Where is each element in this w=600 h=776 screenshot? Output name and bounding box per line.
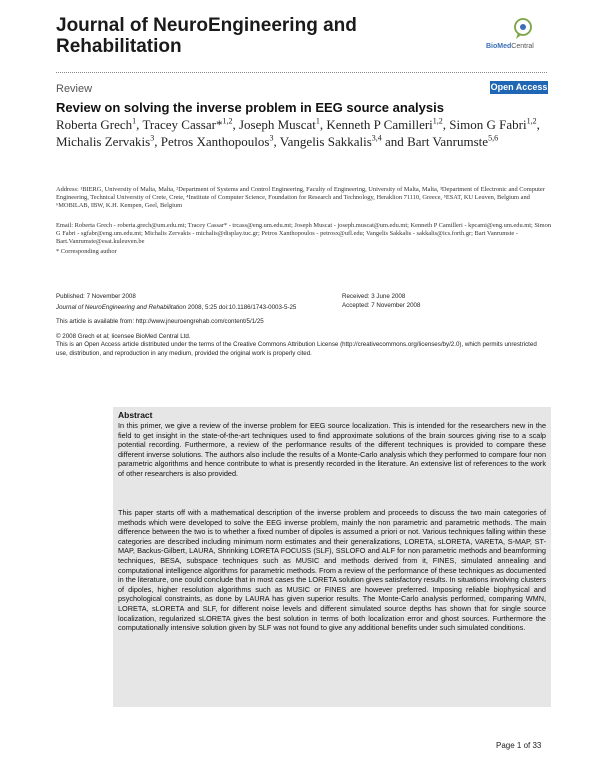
author-name: Joseph Muscat [238, 117, 316, 132]
corresponding-note: * Corresponding author [56, 248, 117, 255]
author-affiliation: 1,2 [222, 116, 233, 126]
author-name: Tracey Cassar* [142, 117, 223, 132]
biomed-central-logo [486, 18, 546, 54]
accepted-date: Accepted: 7 November 2008 [342, 302, 421, 309]
paper-title: Review on solving the inverse problem in EEG source analysis [56, 100, 444, 115]
author-emails: Email: Roberta Grech - roberta.grech@um.edu.mt; Tracey Cassar* - trcass@eng.um.edu.mt; Joseph Muscat - joseph.muscat@um.edu.mt; Kenneth P Camilleri - kpcami@eng.um.edu.mt; Simon G Fabri - sgfabr@eng.um.edu.mt; Michalis Zervakis - michalis@display.tuc.gr; Petros Xanthopoulos - petrosx@ufl.edu; Vangelis Sakkalis - sakkalis@ics.forth.gr; Bart Vanrumste - Bart.Vanrumste@esat.kuleuven.be [56, 222, 552, 246]
author-name: Vangelis Sakkalis [279, 133, 372, 149]
open-access-badge: Open Access [490, 82, 548, 92]
author-name: Simon G Fabri [449, 117, 527, 132]
published-date: Published: 7 November 2008 [56, 293, 136, 300]
author-name: Petros Xanthopoulos [160, 133, 270, 149]
author-name: Bart Vanrumste [407, 133, 489, 149]
author-affiliation: 5,6 [488, 133, 499, 143]
copyright: © 2008 Grech et al; licensee BioMed Central Ltd. [56, 333, 191, 340]
abstract-heading: Abstract [118, 410, 153, 420]
journal-title: Journal of NeuroEngineering and Rehabilitation [56, 15, 357, 57]
received-date: Received: 3 June 2008 [342, 293, 406, 300]
author-affiliation: 1 [315, 116, 320, 126]
author-name: Roberta Grech [56, 117, 133, 132]
author-name: Michalis Zervakis [56, 133, 151, 149]
article-url[interactable]: This article is available from: http://www.jneuroengrehab.com/content/5/1/25 [56, 318, 264, 325]
author-affiliation: 1,2 [526, 116, 537, 126]
license-statement: This is an Open Access article distributed under the terms of the Creative Commons Attribution License (http://creativecommons.org/licenses/by/2.0), which permits unrestricted use, distribution, and reproduction in any medium, provided the original work is properly cited. [56, 341, 537, 357]
author-affiliation: 3 [269, 133, 274, 143]
abstract-paragraph-1: In this primer, we give a review of the inverse problem for EEG source localization. This is intended for the researchers new in the field to get insight in the state-of-the-art techniques used to find approximate solutions of the brain sources giving rise to a scalp potential recording. Furthermore, a review of the performance results of the different techniques is provided to compare these different inverse solutions. The authors also include the results of a Monte-Carlo analysis which they performed to compare four non parametric algorithms and hence contribute to what is presently recorded in the literature. An extensive list of references to the work of other researchers is also provided. [118, 421, 546, 478]
author-list: Roberta Grech$^1$, Tracey Cassar*$^{1,2}$, Joseph Muscat$^1$, Kenneth P Camilleri$^{1,2}$, Simon G Fabri$^{1,2}$, Michalis Zervakis$^3$, Petros Xanthopoulos$^3$, Vangelis Sakkalis$^{3,4}$ and Bart Vanrumste$^{5,6}$ [56, 116, 540, 149]
author-name: Kenneth P Camilleri [326, 117, 433, 132]
affiliations: Address: ¹BIERG, University of Malta, Malta, ²Department of Systems and Control Engineering, Faculty of Engineering, University of Malta, Malta, ³Department of Electronic and Computer Engineering, Technical University of Crete, Crete, ⁴Institute of Computer Science, Foundation for Research and Technology, Heraklion 71110, Greece, ⁵ESAT, KU Leuven, Belgium and ⁶MOBILAB, IBW, K.H. Kempen, Geel, Belgium [56, 186, 545, 210]
speech-bubble-icon [512, 18, 534, 40]
author-affiliation: 3,4 [371, 133, 382, 143]
article-section: Review [56, 83, 93, 95]
author-affiliation: 3 [150, 133, 155, 143]
author-affiliation: 1 [132, 116, 137, 126]
logo-text: BioMedCentral [486, 43, 534, 50]
header-divider [56, 72, 547, 73]
citation: Journal of NeuroEngineering and Rehabilitation 2008, 5:25 doi:10.1186/1743-0003-5-25 [56, 304, 297, 311]
author-affiliation: 1,2 [432, 116, 443, 126]
page-number: Page 1 of 33 [496, 741, 542, 750]
abstract-paragraph-2: This paper starts off with a mathematical description of the inverse problem and proceeds to discuss the two main categories of methods which were developed to solve the EEG inverse problem, mainly the non parametric and parametric methods. The main difference between the two is to whether a fixed number of dipoles is assumed a priori or not. Various techniques falling within these categories are described including minimum norm estimates and their generalizations, LORETA, sLORETA, VARETA, S-MAP, ST-MAP, Backus-Gilbert, LAURA, Shrinking LORETA FOCUSS (SLF), SSLOFO and ALF for non parametric methods and beamforming techniques, BESA, subspace techniques such as MUSIC and methods derived from it, FINES, simulated annealing and computational intelligence algorithms for parametric methods. From a review of the performance of these techniques as documented in the literature, one could conclude that in most cases the LORETA solution gives satisfactory results. In situations involving clusters of dipoles, higher resolution algorithms such as MUSIC or FINES are however preferred. Imposing reliable biophysical and psychological constraints, as done by LAURA has given superior results. The Monte-Carlo analysis performed, comparing WMN, LORETA, sLORETA and SLF, for different noise levels and different simulated source depths has shown that for single source localization, regularized sLORETA gives the best solution in terms of both localization error and ghost sources. Furthermore the computationally intensive solution given by SLF was not found to give any additional benefits under such simulated conditions. [118, 508, 546, 633]
